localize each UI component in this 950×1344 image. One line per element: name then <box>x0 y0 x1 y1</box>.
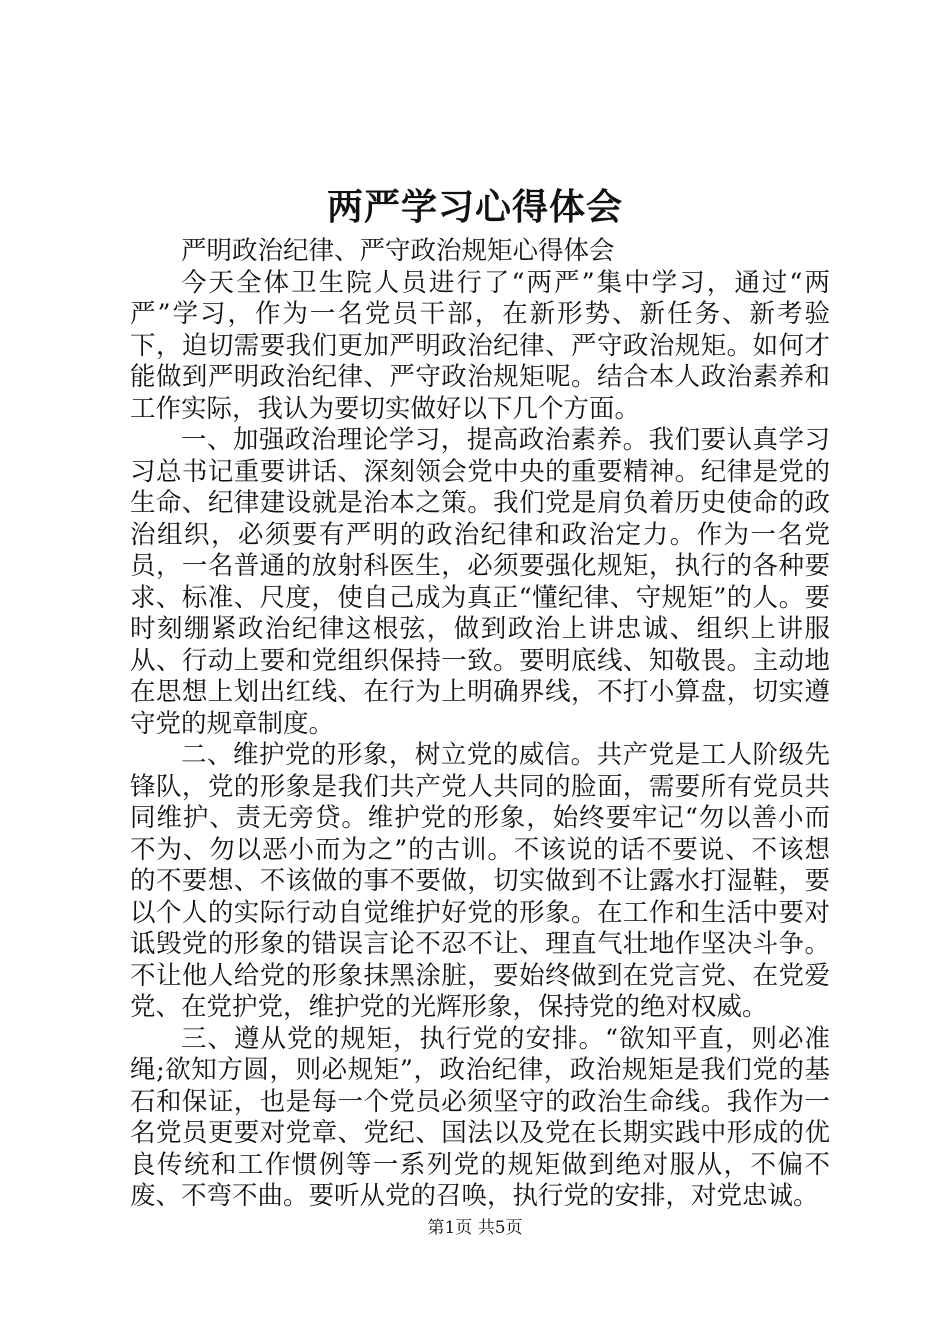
subtitle-paragraph: 严明政治纪律、严守政治规矩心得体会 <box>181 236 615 266</box>
document-title: 两严学习心得体会 <box>326 186 623 228</box>
section-three-paragraph: 三、遵从党的规矩，执行党的安排。“欲知平直，则必准绳;欲知方圆，则必规矩”，政治纪律，政治规矩是我们党的基石和保证，也是每一个党员必须坚守的政治生命线。我作为一名党员更要对党章、党纪、国法以及党在长期实践中形成的优良传统和工作惯例等一系列党的规矩做到绝对服从，不偏不废、不弯不曲。要听从党的召唤，执行党的安排，对党忠诚。 <box>130 1023 830 1211</box>
intro-paragraph: 今天全体卫生院人员进行了“两严”集中学习，通过“两严”学习，作为一名党员干部，在新形势、新任务、新考验下，迫切需要我们更加严明政治纪律、严守政治规矩。如何才能做到严明政治纪律、严守政治规矩呢。结合本人政治素养和工作实际，我认为要切实做好以下几个方面。 <box>130 267 830 424</box>
section-one-paragraph: 一、加强政治理论学习，提高政治素养。我们要认真学习习总书记重要讲话、深刻领会党中央的重要精神。纪律是党的生命、纪律建设就是治本之策。我们党是肩负着历史使命的政治组织，必须要有严明的政治纪律和政治定力。作为一名党员，一名普通的放射科医生，必须要强化规矩，执行的各种要求、标准、尺度，使自己成为真正“懂纪律、守规矩”的人。要时刻绷紧政治纪律这根弦，做到政治上讲忠诚、组织上讲服从、行动上要和党组织保持一致。要明底线、知敬畏。主动地在思想上划出红线、在行为上明确界线，不打小算盘，切实遵守党的规章制度。 <box>130 425 830 739</box>
document-body <box>130 236 830 1213</box>
section-two-paragraph: 二、维护党的形象，树立党的威信。共产党是工人阶级先锋队，党的形象是我们共产党人共同的脸面，需要所有党员共同维护、责无旁贷。维护党的形象，始终要牢记“勿以善小而不为、勿以恶小而为之”的古训。不该说的话不要说、不该想的不要想、不该做的事不要做，切实做到不让露水打湿鞋，要以个人的实际行动自觉维护好党的形象。在工作和生活中要对诋毁党的形象的错误言论不忍不让、理直气壮地作坚决斗争。不让他人给党的形象抹黑涂脏，要始终做到在党言党、在党爱党、在党护党，维护党的光辉形象，保持党的绝对权威。 <box>130 740 830 1022</box>
page-number-footer: 第1页 共5页 <box>427 1218 523 1238</box>
